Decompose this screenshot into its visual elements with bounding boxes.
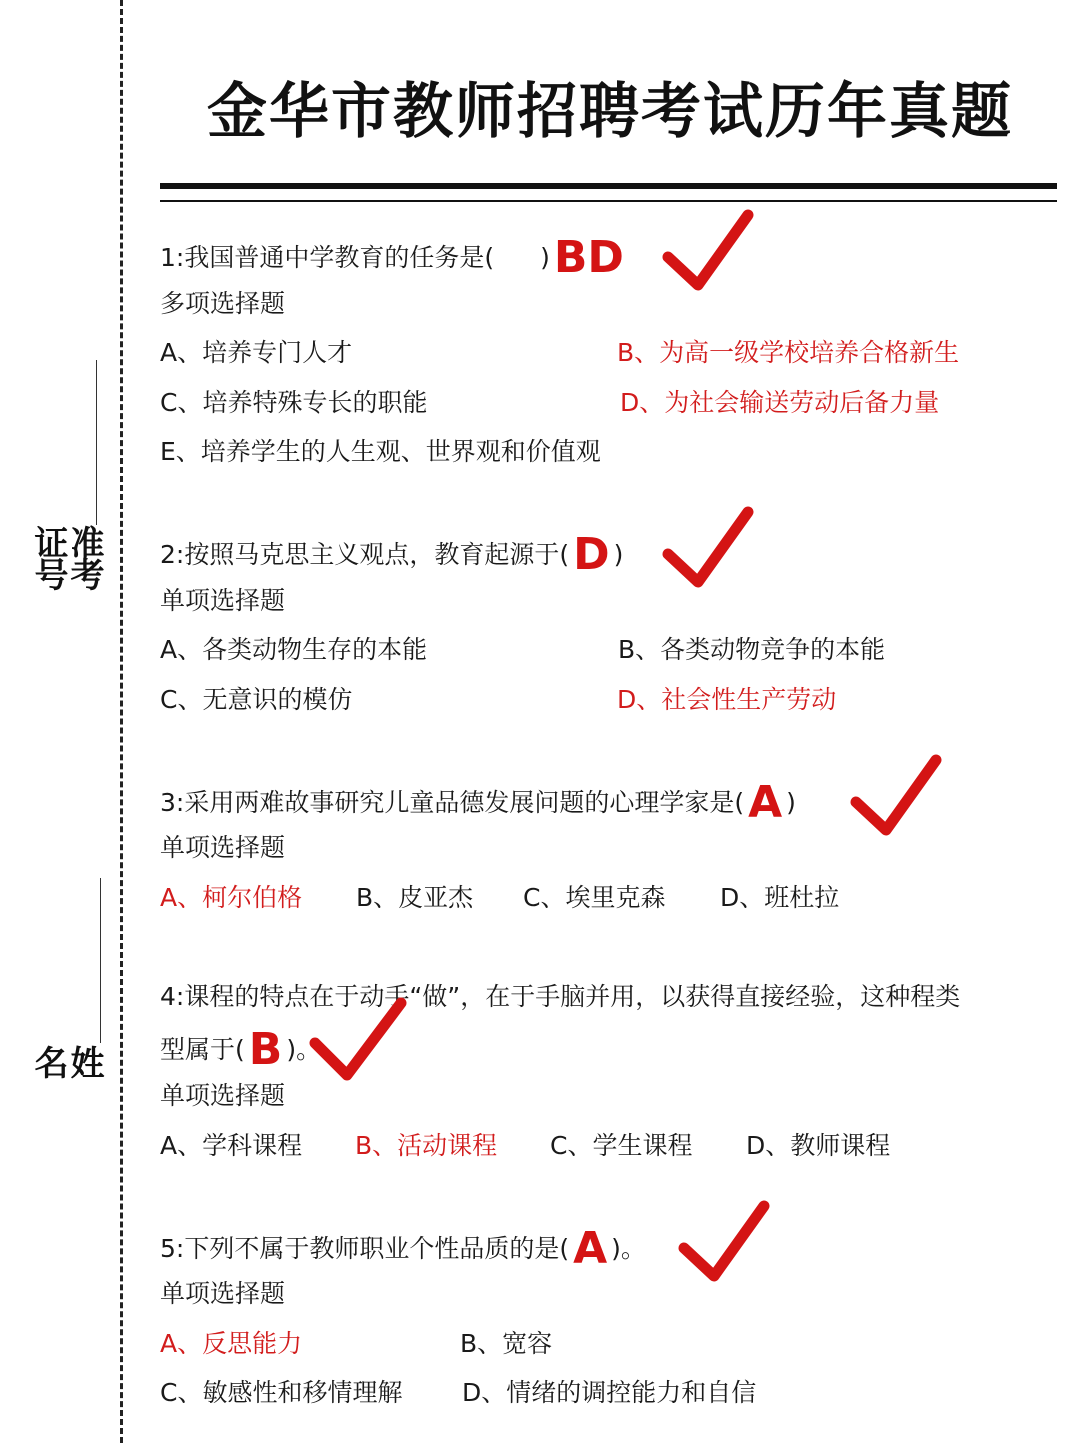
check-mark-icon	[660, 205, 760, 295]
question-5-answer: A	[573, 1223, 608, 1274]
check-mark-icon	[676, 1196, 776, 1286]
exam-id-fill-line	[96, 360, 97, 525]
question-4-option-c: C、学生课程	[550, 1131, 693, 1160]
question-1-stem: 1:我国普通中学教育的任务是( )BD	[160, 232, 624, 283]
title-rule-thin	[160, 200, 1057, 202]
question-2-option-a: A、各类动物生存的本能	[160, 635, 428, 664]
question-2-stem: 2:按照马克思主义观点，教育起源于(D )	[160, 529, 624, 580]
question-1-stem-text: 1:我国普通中学教育的任务是(	[160, 243, 495, 272]
question-3-option-b: B、皮亚杰	[356, 883, 474, 912]
page-title: 金华市教师招聘考试历年真题	[207, 77, 1013, 147]
question-4-stem-line1: 4:课程的特点在于动手“做”，在于手脑并用，以获得直接经验，这种程类	[160, 982, 961, 1011]
question-1-type: 多项选择题	[160, 289, 286, 318]
question-1-option-e: E、培养学生的人生观、世界观和价值观	[160, 437, 601, 466]
question-5-stem: 5:下列不属于教师职业个性品质的是(A )。	[160, 1223, 646, 1274]
question-5-option-d: D、情绪的调控能力和自信	[462, 1378, 757, 1407]
question-4-option-d: D、教师课程	[746, 1131, 891, 1160]
question-1-option-a: A、培养专门人才	[160, 338, 353, 367]
exam-id-label-col1: 准考	[64, 525, 104, 589]
check-mark-icon	[305, 995, 415, 1085]
question-4-stem-line2: 型属于(B )。	[160, 1024, 322, 1075]
question-4-option-a: A、学科课程	[160, 1131, 303, 1160]
question-5-option-b: B、宽容	[460, 1329, 553, 1358]
question-1-answer: BD	[553, 232, 624, 283]
question-1-option-d: D、为社会输送劳动后备力量	[620, 388, 940, 417]
question-2-type: 单项选择题	[160, 586, 286, 615]
name-fill-line	[100, 878, 101, 1043]
question-3-option-a: A、柯尔伯格	[160, 883, 303, 912]
question-1-option-b: B、为高一级学校培养合格新生	[617, 338, 960, 367]
question-2-option-d: D、社会性生产劳动	[617, 685, 837, 714]
question-3-type: 单项选择题	[160, 833, 286, 862]
question-3-option-d: D、班杜拉	[720, 883, 840, 912]
name-label-col2: 名	[28, 1045, 68, 1077]
question-2-option-b: B、各类动物竞争的本能	[618, 635, 886, 664]
question-5-option-a: A、反思能力	[160, 1329, 303, 1358]
title-rule-thick	[160, 183, 1057, 189]
question-2-answer: D	[573, 529, 610, 580]
name-label-col1: 姓	[64, 1045, 104, 1077]
exam-id-label	[22, 525, 102, 589]
question-2-option-c: C、无意识的模仿	[160, 685, 353, 714]
check-mark-icon	[660, 502, 760, 592]
exam-id-label-col2: 证号	[28, 525, 68, 589]
question-5-type: 单项选择题	[160, 1279, 286, 1308]
question-3-stem: 3:采用两难故事研究儿童品德发展问题的心理学家是(A )	[160, 777, 796, 828]
question-4-option-b: B、活动课程	[355, 1131, 498, 1160]
question-4-type: 单项选择题	[160, 1081, 286, 1110]
question-3-option-c: C、埃里克森	[523, 883, 666, 912]
question-4-answer: B	[248, 1024, 283, 1075]
name-label	[22, 1045, 102, 1077]
question-1-option-c: C、培养特殊专长的职能	[160, 388, 428, 417]
question-5-option-c: C、敏感性和移情理解	[160, 1378, 403, 1407]
question-3-answer: A	[748, 777, 783, 828]
check-mark-icon	[848, 750, 948, 840]
binding-dashed-line	[120, 0, 123, 1443]
